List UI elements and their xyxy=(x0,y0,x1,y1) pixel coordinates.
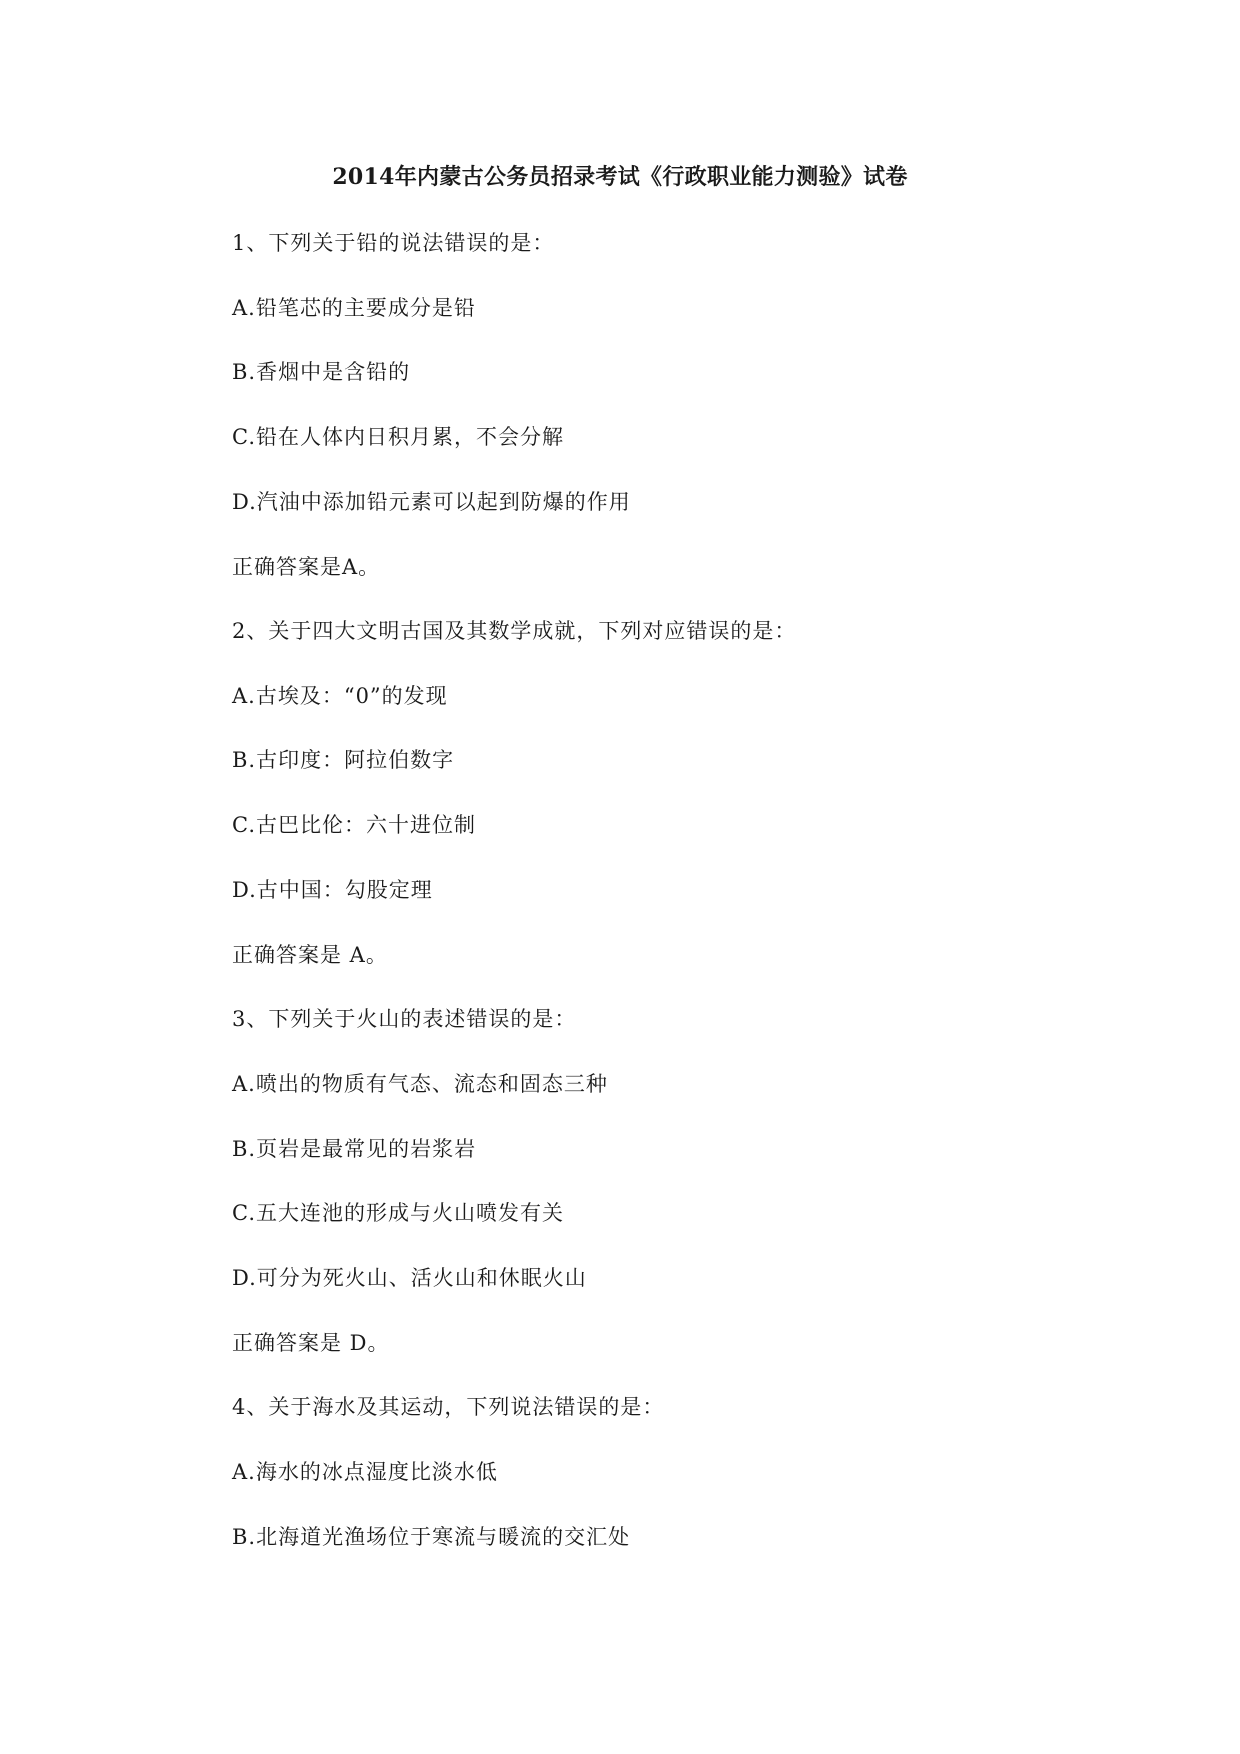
question-1-option-a: A.铅笔芯的主要成分是铅 xyxy=(232,296,476,320)
question-1-option-c: C.铅在人体内日积月累，不会分解 xyxy=(232,425,564,449)
question-4-option-b: B.北海道光渔场位于寒流与暖流的交汇处 xyxy=(232,1525,631,1549)
question-2-option-a: A.古埃及：“0”的发现 xyxy=(232,684,448,708)
question-3-option-c: C.五大连池的形成与火山喷发有关 xyxy=(232,1201,564,1225)
question-3-option-b: B.页岩是最常见的岩浆岩 xyxy=(232,1137,477,1161)
question-1-option-d: D.汽油中添加铅元素可以起到防爆的作用 xyxy=(232,490,631,514)
question-3-option-a: A.喷出的物质有气态、流态和固态三种 xyxy=(232,1072,608,1096)
question-2-stem: 2、关于四大文明古国及其数学成就，下列对应错误的是： xyxy=(232,619,797,643)
question-4-option-a: A.海水的冰点湿度比淡水低 xyxy=(232,1460,498,1484)
question-2-answer: 正确答案是 A。 xyxy=(232,943,388,967)
question-1-answer: 正确答案是A。 xyxy=(232,555,381,579)
question-2-option-c: C.古巴比伦：六十进位制 xyxy=(232,813,476,837)
question-4-stem: 4、关于海水及其运动，下列说法错误的是： xyxy=(232,1395,665,1419)
question-2-option-b: B.古印度：阿拉伯数字 xyxy=(232,748,455,772)
question-1-stem: 1、下列关于铅的说法错误的是： xyxy=(232,231,555,255)
question-3-answer: 正确答案是 D。 xyxy=(232,1331,390,1355)
question-2-option-d: D.古中国：勾股定理 xyxy=(232,878,433,902)
document-title: 2014年内蒙古公务员招录考试《行政职业能力测验》试卷 xyxy=(332,164,908,190)
question-3-option-d: D.可分为死火山、活火山和休眠火山 xyxy=(232,1266,587,1290)
question-3-stem: 3、下列关于火山的表述错误的是： xyxy=(232,1007,577,1031)
question-1-option-b: B.香烟中是含铅的 xyxy=(232,360,411,384)
